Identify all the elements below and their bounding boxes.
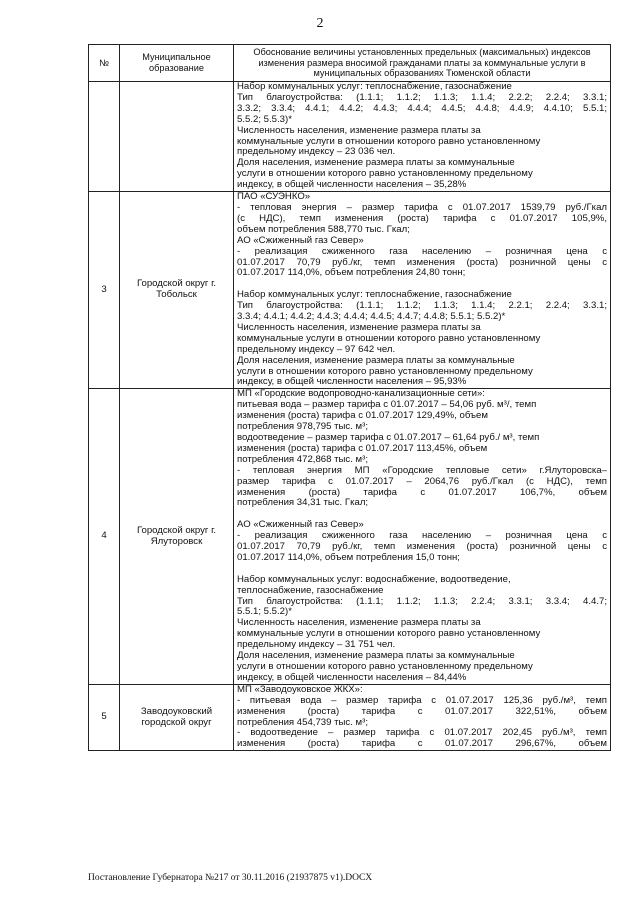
text-line: АО «Сжиженный газ Север»: [237, 520, 364, 531]
municipality-name: [120, 82, 234, 192]
text-line: потребления 978,795 тыс. м³;: [237, 422, 369, 433]
text-line: [237, 564, 607, 575]
text-line: АО «Сжиженный газ Север»: [237, 235, 364, 246]
header-justification: Обоснование величины установленных предельных (максимальных) индексов изменения размера вносимой гражданами платы за коммунальные услуги в муниципальных образованиях Тюменской области: [234, 45, 611, 82]
text-line: Набор коммунальных услуг: водоснабжение, водоотведение,: [237, 574, 511, 585]
text-line: - реализация сжиженного газа населению – розничная цена с: [237, 246, 607, 257]
text-line: предельному индексу – 97 642 чел.: [237, 344, 396, 355]
text-line: Набор коммунальных услуг: теплоснабжение, газоснабжение: [237, 290, 512, 301]
justification-text: [234, 684, 611, 750]
text-line: предельному индексу – 31 751 чел.: [237, 640, 396, 651]
table-row: [89, 684, 611, 750]
text-line: 3.3.4; 4.4.1; 4.4.2; 4.4.3; 4.4.4; 4.4.5; 4.4.7; 4.4.8; 5.5.1; 5.5.2)*: [237, 312, 506, 323]
text-line: 5.5.2; 5.5.3)*: [237, 114, 292, 125]
text-line: индексу, в общей численности населения – 95,93%: [237, 377, 467, 388]
table-row: [89, 82, 611, 192]
header-municipality: Муниципальное образование: [120, 45, 234, 82]
text-line: ПАО «СУЭНКО»: [237, 192, 311, 203]
text-line: потребления 472,868 тыс. м³;: [237, 454, 369, 465]
text-line: индексу, в общей численности населения – 35,28%: [237, 180, 467, 191]
header-number: №: [89, 45, 120, 82]
justification-text: [234, 192, 611, 389]
row-number: [89, 82, 120, 192]
text-line: МП «Городские водопроводно-канализационные сети»:: [237, 389, 485, 400]
text-line: [237, 279, 607, 290]
indices-table: [88, 44, 611, 751]
text-line: объем потребления 588,770 тыс. Гкал;: [237, 224, 410, 235]
text-line: коммунальные услуги в отношении которого равно установленному: [237, 136, 541, 147]
justification-text: [234, 389, 611, 684]
text-line: Численность населения, изменение размера платы за: [237, 618, 481, 629]
text-line: питьевая вода – размер тарифа с 01.07.2017 – 54,06 руб. м³/, темп: [237, 400, 537, 411]
table-row: [89, 389, 611, 684]
municipality-name: Заводоуковский городской округ: [120, 684, 234, 750]
table-header-row: [89, 45, 611, 82]
text-line: индексу, в общей численности населения – 84,44%: [237, 672, 467, 683]
text-line: 3.3.2; 3.3.4; 4.4.1; 4.4.2; 4.4.3; 4.4.4; 4.4.5; 4.4.8; 4.4.9; 4.4.10; 5.5.1;: [237, 103, 607, 114]
text-line: потребления 454,739 тыс. м³;: [237, 717, 369, 728]
text-line: 01.07.2017 70,79 руб./кг, темп изменения (роста) розничной цены с: [237, 542, 607, 553]
text-line: - реализация сжиженного газа населению – розничная цена с: [237, 531, 607, 542]
text-line: - водоотведение – размер тарифа с 01.07.2017 202,45 руб./м³, темп: [237, 728, 607, 739]
text-line: 01.07.2017 114,0%, объем потребления 15,0 тонн;: [237, 552, 460, 563]
page-number: 2: [316, 16, 324, 31]
text-line: изменения (роста) тарифа с 01.07.2017 113,45%, объем: [237, 443, 488, 454]
justification-text: [234, 82, 611, 192]
text-line: - тепловая энергия – размер тарифа с 01.07.2017 1539,79 руб./Гкал: [237, 202, 607, 213]
text-line: изменения (роста) тарифа с 01.07.2017 106,7%, объем: [237, 487, 607, 498]
text-line: потребления 34,31 тыс. Гкал;: [237, 498, 369, 509]
row-number: 4: [89, 389, 120, 684]
text-line: МП «Заводоуковское ЖКХ»:: [237, 684, 363, 695]
municipality-name: Городской округ г. Тобольск: [120, 192, 234, 389]
text-line: теплоснабжение, газоснабжение: [237, 585, 384, 596]
text-line: водоотведение – размер тарифа с 01.07.2017 – 61,64 руб./ м³, темп: [237, 432, 540, 443]
text-line: услуги в отношении которого равно установленному предельному: [237, 169, 533, 180]
document-footer: Постановление Губернатора №217 от 30.11.2016 (21937875 v1).DOCX: [88, 873, 373, 883]
text-line: 01.07.2017 70,79 руб./кг, темп изменения (роста) розничной цены с: [237, 257, 607, 268]
text-line: предельному индексу – 23 036 чел.: [237, 147, 396, 158]
text-line: Доля населения, изменение размера платы за коммунальные: [237, 158, 515, 169]
text-line: 5.5.1; 5.5.2)*: [237, 607, 292, 618]
text-line: изменения (роста) тарифа с 01.07.2017 129,49%, объем: [237, 411, 488, 422]
text-line: услуги в отношении которого равно установленному предельному: [237, 661, 533, 672]
text-line: (с НДС), темп изменения (роста) тарифа с 01.07.2017 105,9%,: [237, 213, 607, 224]
text-line: Доля населения, изменение размера платы за коммунальные: [237, 651, 515, 662]
row-number: 5: [89, 684, 120, 750]
table-row: [89, 192, 611, 389]
text-line: размер тарифа с 01.07.2017 – 2064,76 руб./Гкал (с НДС), темп: [237, 476, 607, 487]
text-line: Тип благоустройства: (1.1.1; 1.1.2; 1.1.3; 1.1.4; 2.2.2; 2.2.4; 3.3.1;: [237, 92, 607, 103]
text-line: услуги в отношении которого равно установленному предельному: [237, 366, 533, 377]
row-number: 3: [89, 192, 120, 389]
text-line: Численность населения, изменение размера платы за: [237, 322, 481, 333]
text-line: Тип благоустройства: (1.1.1; 1.1.2; 1.1.3; 2.2.4; 3.3.1; 3.3.4; 4.4.7;: [237, 596, 607, 607]
text-line: 01.07.2017 114,0%, объем потребления 24,80 тонн;: [237, 268, 466, 279]
text-line: [237, 509, 607, 520]
text-line: Доля населения, изменение размера платы за коммунальные: [237, 355, 515, 366]
text-line: Набор коммунальных услуг: теплоснабжение, газоснабжение: [237, 82, 512, 92]
text-line: Численность населения, изменение размера платы за: [237, 125, 481, 136]
text-line: коммунальные услуги в отношении которого равно установленному: [237, 333, 541, 344]
municipality-name: Городской округ г. Ялуторовск: [120, 389, 234, 684]
text-line: - тепловая энергия МП «Городские тепловые сети» г.Ялуторовска–: [237, 465, 607, 476]
text-line: - питьевая вода – размер тарифа с 01.07.2017 125,36 руб./м³, темп: [237, 695, 607, 706]
text-line: Тип благоустройства: (1.1.1; 1.1.2; 1.1.3; 1.1.4; 2.2.1; 2.2.4; 3.3.1;: [237, 301, 607, 312]
text-line: коммунальные услуги в отношении которого равно установленному: [237, 629, 541, 640]
text-line: изменения (роста) тарифа с 01.07.2017 296,67%, объем: [237, 739, 607, 750]
text-line: изменения (роста) тарифа с 01.07.2017 322,51%, объем: [237, 706, 607, 717]
